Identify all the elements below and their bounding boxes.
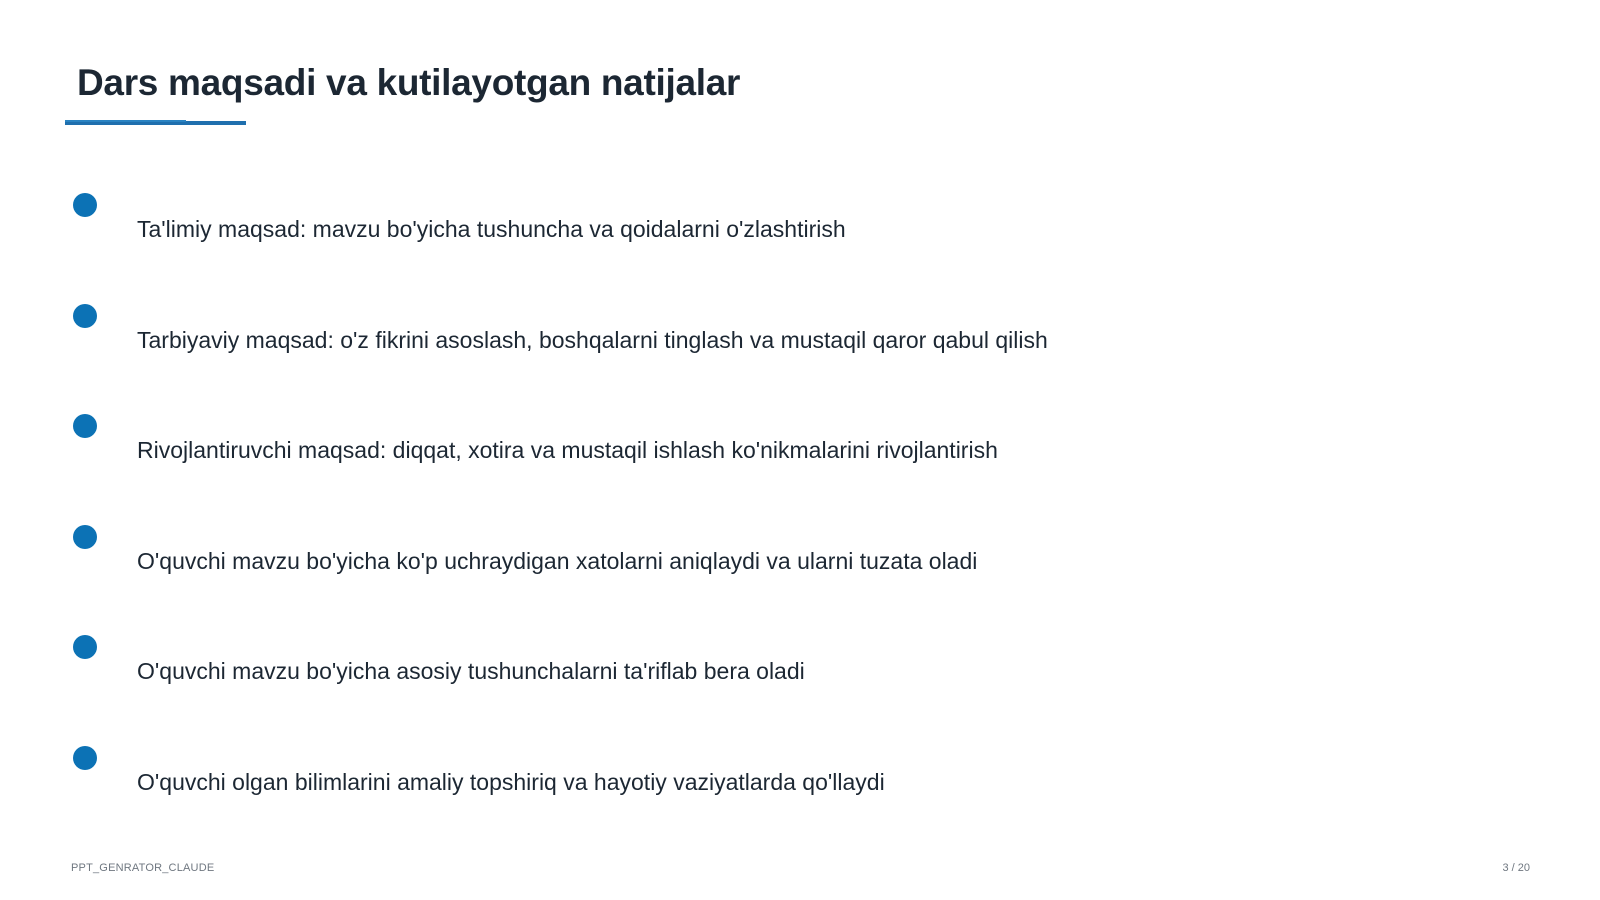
objective-item-6 xyxy=(73,746,1523,826)
objective-item-3 xyxy=(73,414,1523,494)
objective-text-2: Tarbiyaviy maqsad: o'z fikrini asoslash, boshqalarni tinglash va mustaqil qaror qabul qilish xyxy=(137,327,1048,353)
objective-text-4: O'quvchi mavzu bo'yicha ko'p uchraydigan xatolarni aniqlaydi va ularni tuzata oladi xyxy=(137,548,978,574)
page-number: 3 / 20 xyxy=(1502,862,1530,874)
objective-item-5 xyxy=(73,635,1523,715)
objective-text-1: Ta'limiy maqsad: mavzu bo'yicha tushuncha va qoidalarni o'zlashtirish xyxy=(137,216,846,242)
objective-text-3: Rivojlantiruvchi maqsad: diqqat, xotira va mustaqil ishlash ko'nikmalarini rivojlantirish xyxy=(137,437,998,463)
objective-text-6: O'quvchi olgan bilimlarini amaliy topshiriq va hayotiy vaziyatlarda qo'llaydi xyxy=(137,769,885,795)
objective-item-2 xyxy=(73,304,1523,384)
slide-title: Dars maqsadi va kutilayotgan natijalar xyxy=(77,62,741,103)
bullet-dot-icon xyxy=(73,746,97,770)
footer-generator-label: PPT_GENRATOR_CLAUDE xyxy=(71,862,215,874)
bullet-dot-icon xyxy=(73,414,97,438)
bullet-dot-icon xyxy=(73,635,97,659)
objective-item-1 xyxy=(73,193,1523,273)
bullet-dot-icon xyxy=(73,525,97,549)
bullet-dot-icon xyxy=(73,304,97,328)
bullet-dot-icon xyxy=(73,193,97,217)
objective-item-4 xyxy=(73,525,1523,605)
objective-text-5: O'quvchi mavzu bo'yicha asosiy tushunchalarni ta'riflab bera oladi xyxy=(137,658,805,684)
